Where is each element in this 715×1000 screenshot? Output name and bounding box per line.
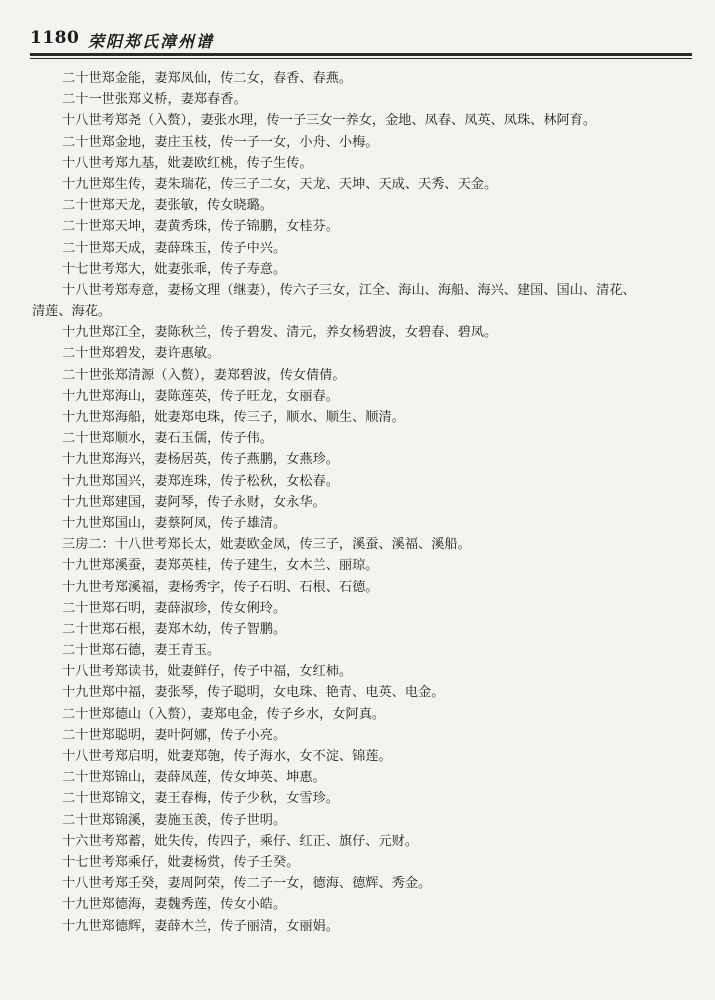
text-line: 十七世考郑乘仔，妣妻杨赏，传子壬癸。 — [62, 854, 300, 870]
text-line: 二十世郑石根，妻郑木幼，传子智鹏。 — [62, 621, 287, 637]
header-rule — [30, 53, 692, 56]
text-line: 十九世郑国兴，妻郑连珠，传子松秋，女松春。 — [62, 473, 339, 489]
text-line: 十九世郑建国，妻阿琴，传子永财，女永华。 — [62, 494, 326, 510]
text-line: 十九世考郑溪福，妻杨秀字，传子石明、石根、石德。 — [62, 579, 379, 595]
text-line: 二十世郑顺水，妻石玉儒，传子伟。 — [62, 431, 273, 447]
text-line: 十六世考郑蓄，妣失传，传四子，乘仔、红正、旗仔、元财。 — [62, 833, 419, 849]
text-line: 二十世郑锦文，妻王春梅，传子少秋，女雪珍。 — [62, 791, 339, 807]
text-line: 二十世郑石德，妻王青玉。 — [62, 643, 221, 659]
text-line: 二十世郑天龙，妻张敏，传女晓璐。 — [62, 198, 273, 214]
page-number: 1180 — [30, 28, 80, 48]
genealogy-text — [32, 68, 684, 937]
text-line: 三房二：十八世考郑长太，妣妻欧金凤，传三子，溪蚕、溪福、溪船。 — [62, 537, 471, 553]
text-line: 二十一世张郑义桥，妻郑春香。 — [62, 92, 247, 108]
text-line: 十九世郑海山，妻陈莲英，传子旺龙，女丽春。 — [62, 388, 339, 404]
text-line: 十九世郑国山，妻蔡阿凤，传子雄清。 — [62, 515, 287, 531]
text-line: 二十世郑碧发，妻许惠敏。 — [62, 346, 221, 362]
text-line: 十九世郑德海，妻魏秀莲，传女小皓。 — [62, 897, 287, 913]
header-rule-thin — [30, 58, 692, 59]
text-line: 二十世郑锦山，妻薛凤莲，传女坤英、坤惠。 — [62, 770, 326, 786]
text-line: 十九世郑海船，妣妻郑电珠，传三子，顺水、顺生、顺清。 — [62, 410, 405, 425]
text-line: 二十世张郑清源（入赘），妻郑碧波，传女倩倩。 — [62, 367, 346, 383]
text-line: 十九世郑生传，妻朱瑞花，传三子二女，天龙、天坤、天成、天秀、天金。 — [62, 176, 498, 192]
text-line: 二十世郑聪明，妻叶阿娜，传子小亮。 — [62, 727, 287, 743]
text-line: 十七世考郑大，妣妻张乖，传子寿意。 — [62, 261, 287, 277]
text-line: 二十世郑天成，妻薛珠玉，传子中兴。 — [62, 240, 287, 256]
text-line: 清莲、海花。 — [32, 304, 112, 320]
text-line: 十八世考郑壬癸，妻周阿荣，传二子一女，德海、德辉、秀金。 — [62, 876, 432, 892]
text-line: 二十世郑金地，妻庄玉枝，传一子一女，小舟、小梅。 — [62, 134, 379, 150]
text-line: 十九世郑德辉，妻薛木兰，传子丽清，女丽娟。 — [62, 918, 339, 934]
text-line: 十九世郑江全，妻陈秋兰，传子碧发、清元，养女杨碧波，女碧春、碧凤。 — [62, 325, 498, 341]
text-line: 二十世郑天坤，妻黄秀珠，传子锦鹏，女桂芬。 — [62, 219, 339, 235]
text-line: 十八世考郑尧（入赘），妻张水理，传一子三女一养女，金地、凤春、凤英、凤珠、林阿育。 — [62, 113, 597, 129]
text-line: 二十世郑锦溪，妻施玉羡，传子世明。 — [62, 812, 287, 828]
text-line: 二十世郑金能，妻郑凤仙，传二女，春香、春燕。 — [62, 71, 353, 86]
text-line: 十八世考郑九基，妣妻欧红桃，传子生传。 — [62, 155, 313, 171]
text-line: 十九世郑中福，妻张琴，传子聪明，女电珠、艳青、电英、电金。 — [62, 685, 445, 701]
book-title: 荣阳郑氏漳州谱 — [88, 32, 215, 51]
text-line: 二十世郑德山（入赘），妻郑电金，传子乡水，女阿真。 — [62, 706, 386, 722]
text-line: 十九世郑溪蚕，妻郑英桂，传子建生，女木兰、丽琼。 — [62, 558, 379, 574]
text-line: 十八世考郑寿意，妻杨文理（继妻），传六子三女，江全、海山、海船、海兴、建国、国山、清花、 — [62, 282, 636, 298]
text-line: 二十世郑石明，妻薛淑珍，传女俐玲。 — [62, 600, 287, 616]
text-line: 十八世考郑读书，妣妻鲜仔，传子中福，女红柿。 — [62, 664, 353, 680]
page-header — [30, 26, 690, 56]
text-line: 十九世郑海兴，妻杨居英，传子燕鹏，女燕珍。 — [62, 452, 339, 468]
text-line: 十八世考郑启明，妣妻郑匏，传子海水，女不淀、锦莲。 — [62, 749, 392, 764]
